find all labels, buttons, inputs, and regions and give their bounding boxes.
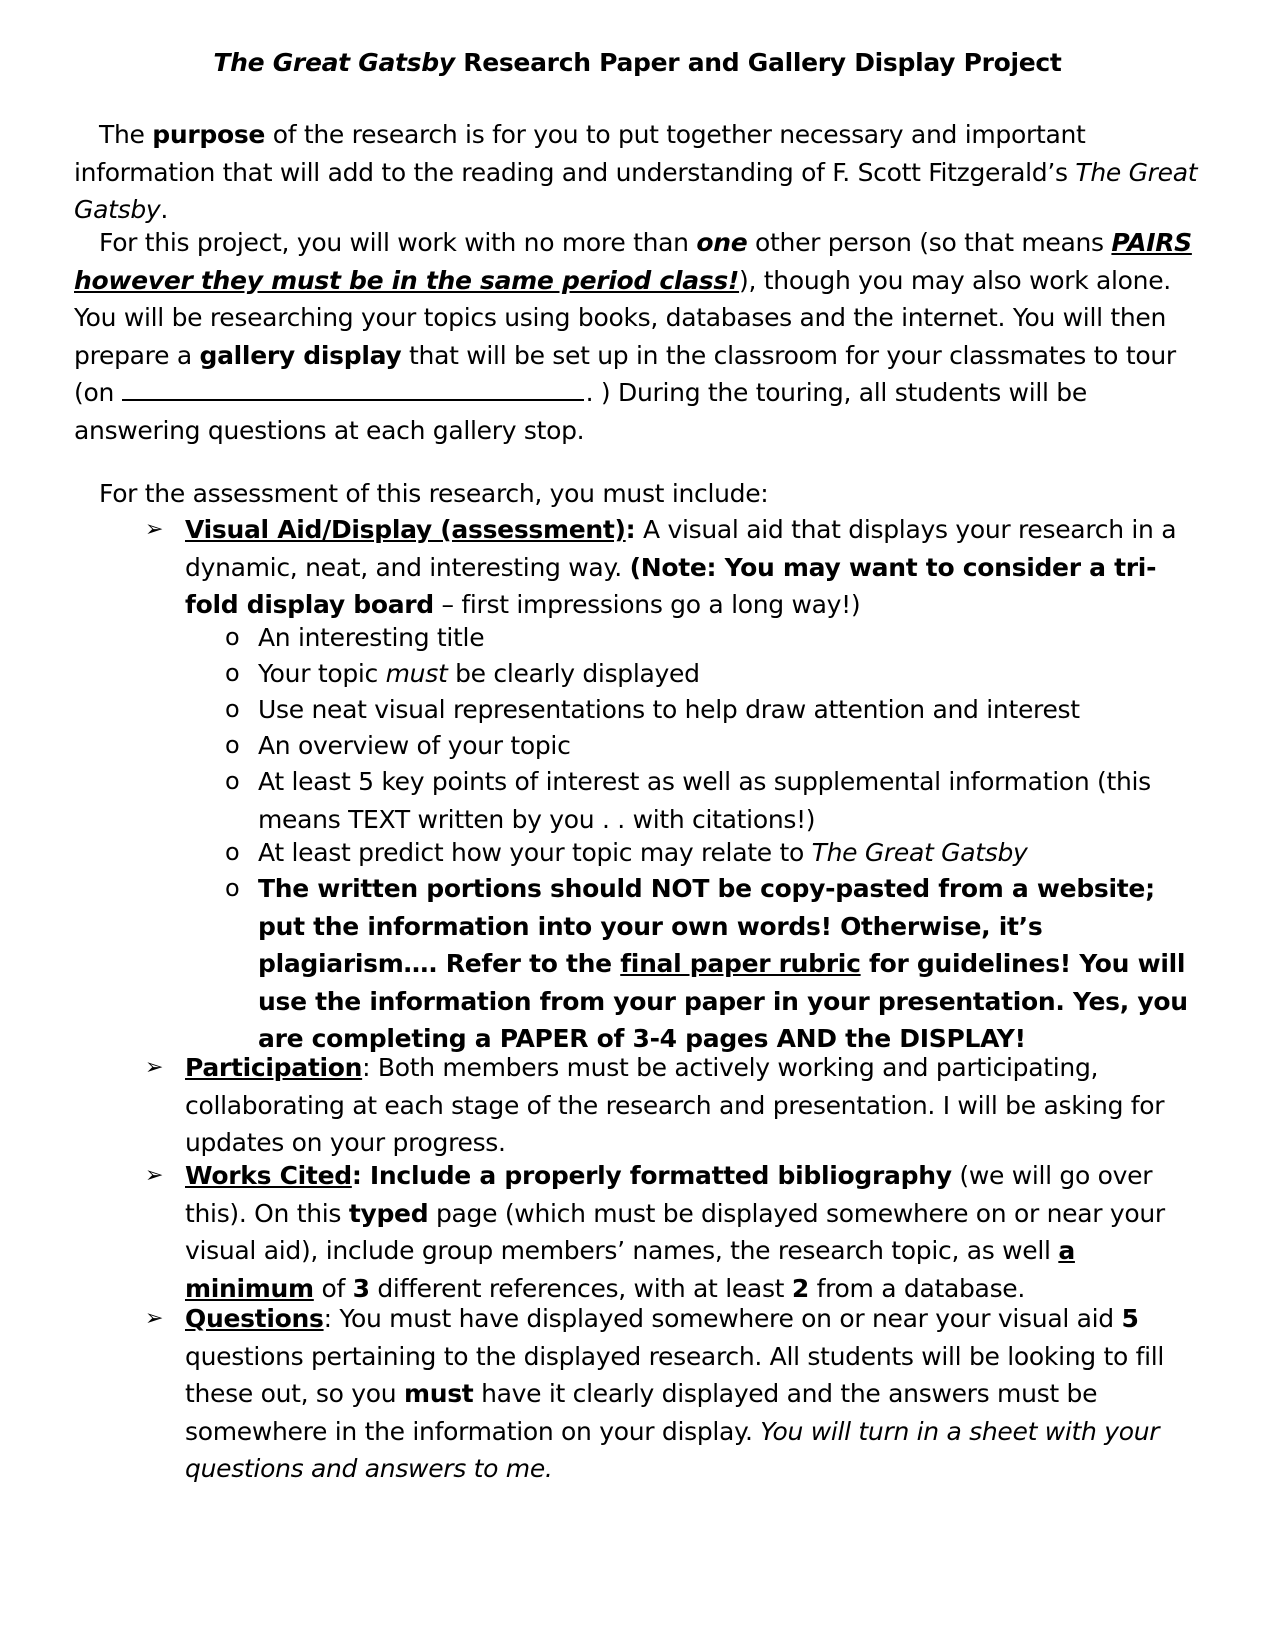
text: be clearly displayed	[447, 659, 700, 688]
text: The written portions should NOT be copy-pasted from a website; put the information into your own words! Otherwise, it’s plagiarism…. Refer to the	[258, 874, 1155, 978]
text: A visual aid that displays your research in a dynamic, neat, and interesting way.	[185, 515, 1177, 582]
circle-bullet-icon: o	[225, 659, 240, 687]
text: questions pertaining to the displayed research. All students will be looking to fill these out, so you	[185, 1341, 1165, 1408]
page-title	[0, 44, 1275, 81]
text: : Both members must be actively working and participating, collaborating at each stage of the research and presentation. I will be asking for updates on your progress.	[185, 1053, 1165, 1157]
must-bold: must	[403, 1379, 474, 1408]
date-blank-line	[122, 375, 584, 401]
purpose-paragraph	[74, 116, 1204, 229]
text: (we will go over this). On this	[185, 1161, 1153, 1228]
text: For the assessment of this research, you must include:	[99, 479, 769, 508]
colon: :	[625, 515, 636, 544]
text: for guidelines! You will use the information from your paper in your presentation. Yes, you are completing a PAPER of 3-4 pages AND the DISPLAY!	[258, 949, 1188, 1053]
list-item-text: Use neat visual representations to help draw attention and interest	[258, 695, 1080, 724]
list-item-text: An interesting title	[258, 623, 485, 652]
purpose-bold: purpose	[152, 120, 266, 149]
text: Your topic	[258, 659, 386, 688]
text: : You must have displayed somewhere on or near your visual aid	[323, 1304, 1122, 1333]
circle-bullet-icon: o	[225, 874, 240, 902]
pairs-emphasis: PAIRS however they must be in the same period class!	[74, 228, 1192, 295]
list-item-text: At least 5 key points of interest as well as supplemental information (this means TEXT written by you . . with citations!)	[258, 767, 1151, 834]
text: For this project, you will work with no more than	[99, 228, 697, 257]
minimum-emphasis: a minimum	[185, 1236, 1075, 1303]
title-italic: The Great Gatsby	[213, 48, 455, 77]
typed-bold: typed	[348, 1198, 429, 1228]
text: ), though you may also work alone. You will be researching your topics using books, databases and the internet. You will then prepare a	[74, 265, 1171, 370]
works-cited-label: Works Cited	[185, 1161, 352, 1190]
project-paragraph	[74, 224, 1204, 449]
text: of the research is for you to put together necessary and important information that will add to the reading and understanding of F. Scott Fitzgerald’s	[74, 120, 1086, 187]
arrow-bullet-icon: ➢	[145, 1055, 164, 1080]
final-paper-rubric-link: final paper rubric	[620, 949, 861, 978]
book-title-italic: The Great Gatsby	[811, 838, 1028, 867]
list-item-text: An overview of your topic	[258, 731, 571, 760]
text: – first impressions go a long way!)	[433, 590, 861, 619]
text: .	[160, 195, 169, 224]
must-italic: must	[385, 659, 448, 688]
list-item-text	[258, 870, 1203, 1058]
participation-label: Participation	[185, 1053, 363, 1082]
assessment-intro	[74, 475, 1204, 513]
text: page (which must be displayed somewhere on or near your visual aid), include group members’ names, the research topic, as well	[185, 1198, 1165, 1265]
arrow-bullet-icon: ➢	[145, 517, 164, 542]
gallery-display-bold: gallery display	[199, 340, 402, 370]
text: The	[99, 120, 153, 149]
five-bold: 5	[1121, 1304, 1139, 1333]
text: At least predict how your topic may relate to	[258, 838, 812, 867]
two-bold: 2	[791, 1273, 809, 1303]
arrow-bullet-icon: ➢	[145, 1163, 164, 1188]
turn-in-italic: You will turn in a sheet with your questions and answers to me.	[185, 1416, 1160, 1483]
three-bold: 3	[352, 1273, 370, 1303]
text: from a database.	[808, 1273, 1026, 1303]
questions-label: Questions	[185, 1304, 324, 1333]
circle-bullet-icon: o	[225, 731, 240, 759]
text: . ) During the touring, all students will be answering questions at each gallery stop.	[74, 378, 1087, 445]
text: : Include a properly formatted bibliography	[351, 1161, 952, 1190]
visual-aid-label: Visual Aid/Display (assessment)	[185, 515, 626, 544]
text: that will be set up in the classroom for your classmates to tour (on	[74, 340, 1176, 407]
text: of	[313, 1273, 353, 1303]
one-emphasis: one	[696, 228, 748, 257]
list-item-text	[258, 834, 1203, 872]
arrow-bullet-icon: ➢	[145, 1306, 164, 1331]
note-bold: (Note: You may want to consider a tri-fold display board	[185, 552, 1157, 619]
circle-bullet-icon: o	[225, 838, 240, 866]
title-rest: Research Paper and Gallery Display Project	[454, 48, 1062, 77]
text: other person (so that means	[747, 228, 1112, 257]
circle-bullet-icon: o	[225, 623, 240, 651]
text: different references, with at least	[369, 1273, 792, 1303]
book-title-italic: The Great Gatsby	[74, 157, 1198, 224]
text: have it clearly displayed and the answers must be somewhere in the information on your display.	[185, 1379, 1098, 1446]
circle-bullet-icon: o	[225, 767, 240, 795]
list-item-text	[258, 655, 1203, 693]
circle-bullet-icon: o	[225, 695, 240, 723]
